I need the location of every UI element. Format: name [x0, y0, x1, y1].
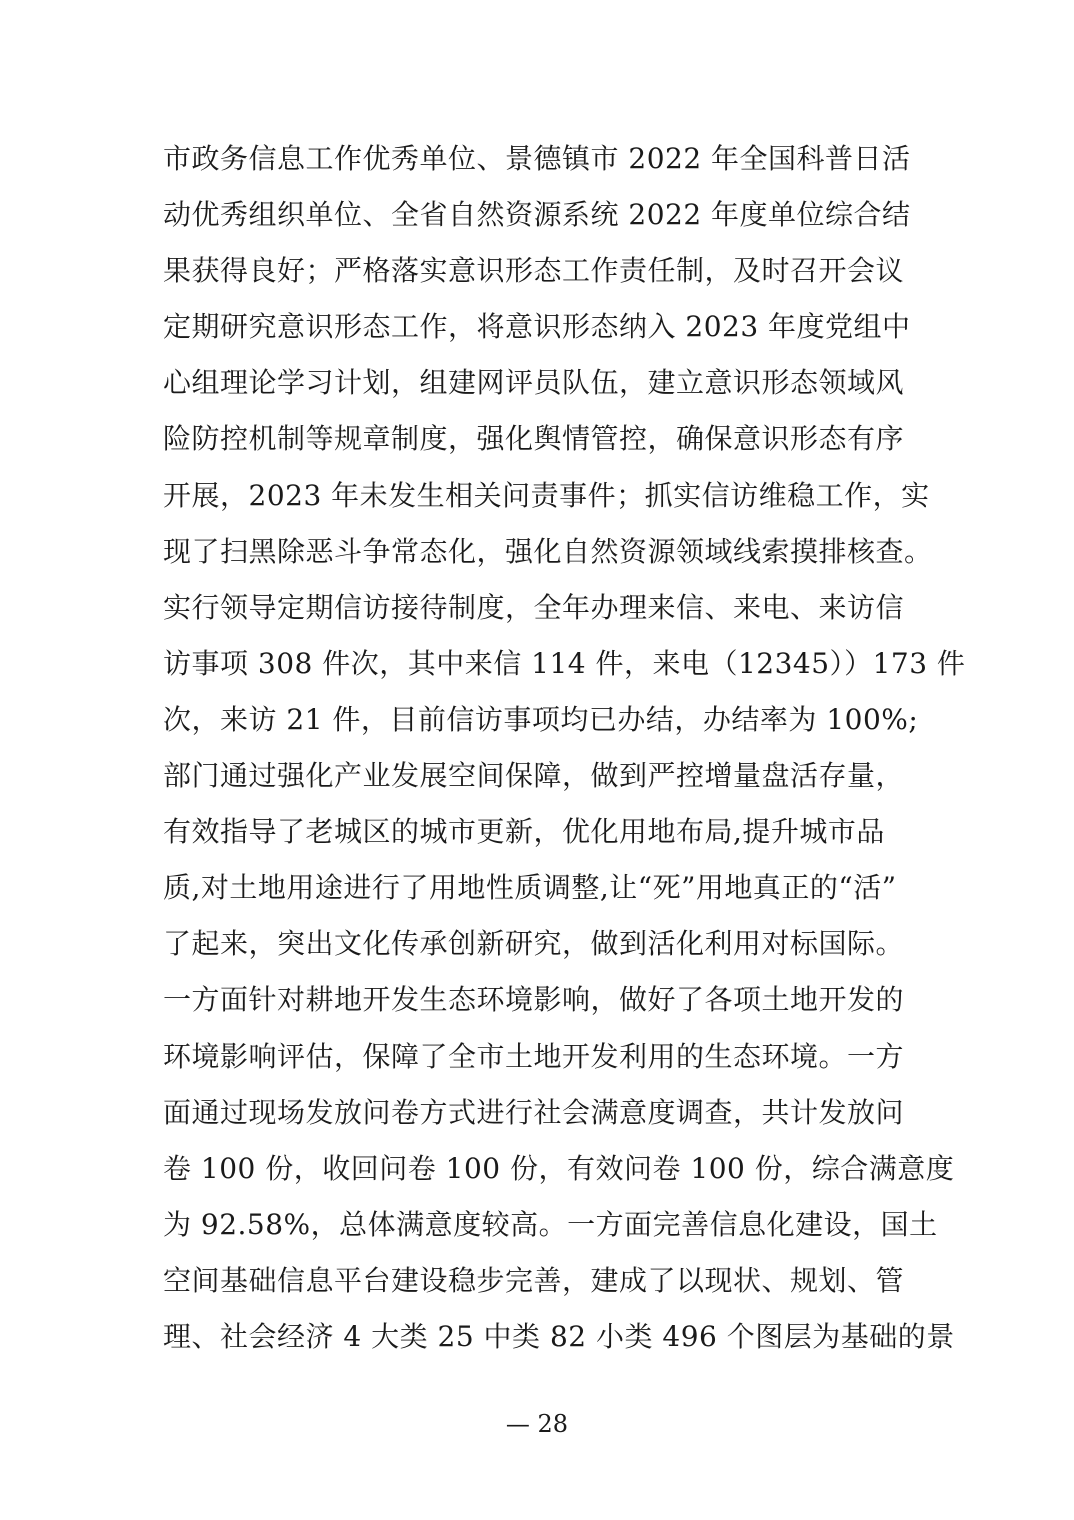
- text-line: 次，来访 21 件，目前信访事项均已办结，办结率为 100%;: [163, 702, 919, 736]
- text-line: 果获得良好；严格落实意识形态工作责任制，及时召开会议: [163, 254, 905, 288]
- text-line: 险防控机制等规章制度，强化舆情管控，确保意识形态有序: [163, 422, 905, 456]
- text-line: 实行领导定期信访接待制度，全年办理来信、来电、来访信: [163, 590, 905, 624]
- page-number: — 28: [505, 1410, 569, 1438]
- text-line: 理、社会经济 4 大类 25 中类 82 小类 496 个图层为基础的景: [163, 1319, 955, 1353]
- text-line: 心组理论学习计划，组建网评员队伍，建立意识形态领域风: [163, 366, 905, 400]
- text-line: 环境影响评估，保障了全市土地开发利用的生态环境。一方: [163, 1039, 905, 1073]
- text-line: 定期研究意识形态工作，将意识形态纳入 2023 年度党组中: [163, 310, 911, 344]
- text-line: 了起来，突出文化传承创新研究，做到活化利用对标国际。: [163, 927, 905, 961]
- text-line: 一方面针对耕地开发生态环境影响，做好了各项土地开发的: [163, 983, 905, 1017]
- text-line: 市政务信息工作优秀单位、景德镇市 2022 年全国科普日活: [163, 142, 911, 175]
- text-line: 部门通过强化产业发展空间保障，做到严控增量盘活存量，: [163, 759, 905, 793]
- text-line: 面通过现场发放问卷方式进行社会满意度调查，共计发放问: [163, 1095, 905, 1129]
- text-line: 质,对土地用途进行了用地性质调整,让“死”用地真正的“活”: [163, 871, 897, 905]
- text-line: 空间基础信息平台建设稳步完善，建成了以现状、规划、管: [163, 1263, 905, 1297]
- text-line: 访事项 308 件次，其中来信 114 件，来电（12345））173 件: [163, 646, 966, 680]
- body-text: [163, 136, 966, 1370]
- text-line: 卷 100 份，收回问卷 100 份，有效问卷 100 份，综合满意度: [163, 1151, 955, 1185]
- text-line: 为 92.58%，总体满意度较高。一方面完善信息化建设，国土: [163, 1207, 938, 1241]
- text-line: 有效指导了老城区的城市更新，优化用地布局,提升城市品: [163, 815, 885, 849]
- text-line: 现了扫黑除恶斗争常态化，强化自然资源领域线索摸排核查。: [163, 534, 933, 568]
- text-line: 动优秀组织单位、全省自然资源系统 2022 年度单位综合结: [163, 198, 911, 232]
- text-line: 开展，2023 年未发生相关问责事件；抓实信访维稳工作，实: [163, 478, 930, 512]
